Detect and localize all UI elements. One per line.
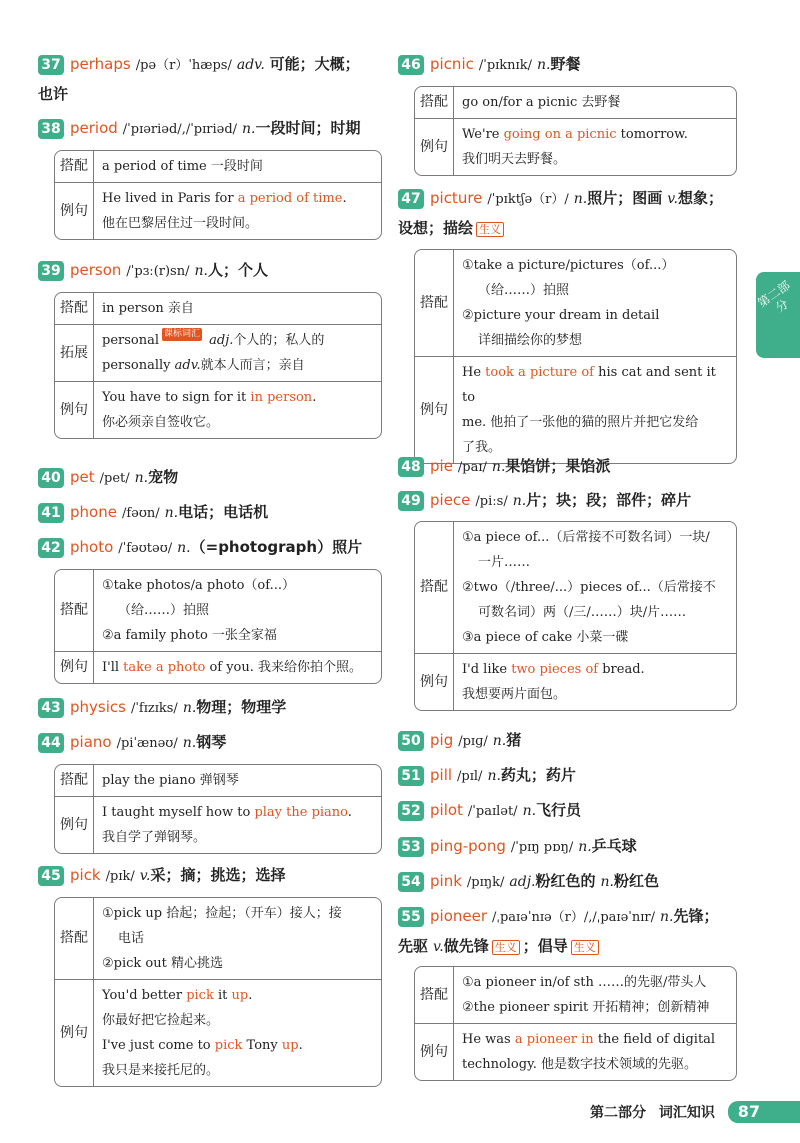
example-text: We're going on a picnic tomorrow. 我们明天去野餐。: [454, 118, 736, 175]
label-collocation: 搭配: [415, 250, 454, 356]
entry-pig: [398, 726, 743, 756]
entry-period: [38, 114, 382, 144]
headword: piece: [430, 491, 471, 509]
footer-section: 第二部分: [589, 1105, 646, 1121]
label-example: 例句: [415, 653, 454, 710]
phonetic: /paɪ/: [457, 460, 487, 475]
phonetic: /ˈpɪknɪk/: [478, 58, 532, 73]
entry-number: 45: [38, 866, 64, 886]
piano-usage-table: [54, 764, 382, 854]
definition: 乒乓球: [591, 837, 637, 855]
pick-usage-table: [54, 897, 382, 1087]
label-example: 例句: [55, 182, 94, 239]
definition: 物理；物理学: [196, 698, 287, 716]
headword: pie: [430, 457, 453, 475]
definition: 电话；电话机: [178, 503, 269, 521]
example-text: He took a picture of his cat and sent it to me. 他拍了一张他的猫的照片并把它发给 了我。: [454, 356, 736, 463]
phonetic: /pə（r）ˈhæps/: [135, 58, 232, 73]
part-of-speech: v.: [139, 868, 151, 884]
headword: period: [70, 119, 118, 137]
headword: pig: [430, 731, 454, 749]
label-collocation: 搭配: [415, 87, 454, 118]
pioneer-usage-table: [414, 966, 737, 1081]
part-of-speech: adj.: [509, 874, 536, 890]
entry-pick: [38, 861, 382, 891]
phonetic: /piˈænəʊ/: [116, 736, 178, 751]
part-of-speech: n.: [194, 263, 208, 279]
page-number: 87: [728, 1101, 800, 1123]
phonetic: /pɪl/: [457, 769, 483, 784]
label-example: 例句: [55, 651, 94, 683]
new-sense-badge: 生义: [571, 940, 599, 955]
headword: pill: [430, 766, 453, 784]
definition: 采；摘；挑选；选择: [150, 866, 286, 884]
photo-usage-table: [54, 569, 382, 684]
entry-person: [38, 256, 382, 286]
new-sense-badge: 生义: [492, 940, 520, 955]
label-collocation: 搭配: [55, 293, 94, 324]
entry-phone: [38, 498, 382, 528]
collocation-text: in person 亲自: [102, 301, 194, 316]
entry-number: 46: [398, 55, 424, 75]
entry-pill: [398, 761, 743, 791]
entry-number: 41: [38, 503, 64, 523]
label-example: 例句: [55, 796, 94, 853]
entry-perhaps: [38, 50, 382, 109]
definition: 药丸；药片: [500, 766, 576, 784]
entry-number: 49: [398, 491, 424, 511]
definition: 猪: [506, 731, 522, 749]
label-example: 例句: [415, 356, 454, 463]
entry-picture: 47 picture /ˈpɪktʃə（r）/ n.照片；图画 v.想象； 设想；描绘 生义: [398, 189, 723, 237]
entry-number: 52: [398, 801, 424, 821]
label-example: 例句: [55, 979, 94, 1086]
phonetic: /ˈfəʊtəʊ/: [118, 541, 173, 556]
example-text: He lived in Paris for a period of time. 他在巴黎居住过一段时间。: [94, 182, 381, 239]
headword: phone: [70, 503, 117, 521]
label-example: 例句: [415, 118, 454, 175]
part-of-speech: n.: [573, 191, 588, 207]
entry-number: 50: [398, 731, 424, 751]
part-of-speech: n.: [659, 909, 674, 925]
headword: physics: [70, 698, 126, 716]
label-collocation: 搭配: [415, 522, 454, 653]
collocation-text: a period of time 一段时间: [102, 159, 263, 174]
headword: pioneer: [430, 907, 487, 925]
entry-ping-pong: [398, 832, 743, 862]
phonetic: /ˈpɪktʃə（r）/: [487, 192, 569, 207]
person-usage-table: [54, 292, 382, 439]
part-of-speech: n.: [491, 459, 506, 475]
example-text: I taught myself how to play the piano. 我自学了弹钢琴。: [94, 796, 381, 853]
collocation-text: ①a pioneer in/of sth ……的先驱/带头人 ②the pioneer spirit 开拓精神；创新精神: [462, 975, 710, 1015]
definition: 人；个人: [207, 261, 268, 279]
example-text: I'll take a photo of you. 我来给你拍个照。: [94, 651, 381, 683]
phonetic: /pɪk/: [105, 869, 135, 884]
headword: pick: [70, 866, 101, 884]
headword: piano: [70, 733, 112, 751]
part-of-speech: n.: [177, 540, 191, 556]
example-text: You have to sign for it in person. 你必须亲自签收它。: [94, 381, 381, 438]
definition: 可能；大概；: [269, 55, 360, 73]
part-of-speech: n.: [487, 768, 501, 784]
label-collocation: 搭配: [55, 570, 94, 651]
definition-cont: 设想；描绘: [398, 219, 474, 237]
part-of-speech: n.: [512, 493, 527, 509]
definition: 果馅饼；果馅派: [505, 457, 611, 475]
picnic-usage-table: [414, 86, 737, 176]
entry-number: 47: [398, 189, 424, 209]
headword: picture: [430, 189, 483, 207]
entry-number: 42: [38, 538, 64, 558]
label-extension: 拓展: [55, 324, 94, 381]
definition: 一段时间；时期: [255, 119, 361, 137]
phonetic: /ˈpɜː(r)sn/: [126, 264, 190, 279]
collocation-text: ①take photos/a photo（of...） （给……）拍照 ②a family photo 一张全家福: [102, 578, 295, 643]
headword: perhaps: [70, 55, 131, 73]
entry-pioneer: 55 pioneer /ˌpaɪəˈnɪə（r）/,/ˌpaɪəˈnɪr/ n.先锋； 先驱 v.做先锋 生义 ；倡导 生义: [398, 907, 719, 955]
definition: 宠物: [148, 468, 179, 486]
part-of-speech: n.: [578, 839, 592, 855]
collocation-text: ①take a picture/pictures（of...） （给……）拍照 ②picture your dream in detail 详细描绘你的梦想: [462, 258, 675, 348]
headword: pilot: [430, 801, 463, 819]
example-text: You'd better pick it up. 你最好把它捡起来。 I've just come to pick Tony up. 我只是来接托尼的。: [94, 979, 381, 1086]
entry-number: 38: [38, 119, 64, 139]
collocation-text: ①a piece of...（后常接不可数名词）一块/ 一片…… ②two（/three/...）pieces of...（后常接不 可数名词）两（/三/……）块/片…… ③a piece of cake 小菜一碟: [462, 530, 716, 645]
label-example: 例句: [415, 1023, 454, 1080]
part-of-speech: n.: [182, 700, 197, 716]
definition: 片；块；段；部件；碎片: [526, 491, 692, 509]
definition: 野餐: [550, 55, 581, 73]
part-of-speech: n.: [492, 733, 507, 749]
phonetic: /ˈpɪŋ pɒŋ/: [510, 840, 574, 855]
part-of-speech: n.: [134, 470, 149, 486]
entry-pink: 54 pink /pɪŋk/ adj.粉红色的 n.粉红色: [398, 867, 743, 897]
label-collocation: 搭配: [55, 151, 94, 182]
headword: person: [70, 261, 122, 279]
definition: 照片；图画: [587, 189, 663, 207]
definition-cont: 也许: [38, 85, 69, 103]
entry-pie: [398, 452, 743, 482]
entry-photo: [38, 533, 382, 563]
label-collocation: 搭配: [55, 765, 94, 796]
definition: 粉红色的: [535, 872, 596, 890]
collocation-text: play the piano 弹钢琴: [102, 773, 239, 788]
collocation-text: ①pick up 拾起；捡起；（开车）接人；接 电话 ②pick out 精心挑选: [102, 906, 342, 971]
entry-picnic: [398, 50, 743, 80]
page-footer: [590, 1101, 800, 1123]
phonetic: /ˈpɪəriəd/,/ˈpɪriəd/: [122, 122, 238, 137]
label-collocation: 搭配: [55, 898, 94, 979]
part-of-speech: adv.: [236, 57, 265, 73]
definition: 钢琴: [196, 733, 227, 751]
piece-usage-table: [414, 521, 737, 711]
entry-number: 40: [38, 468, 64, 488]
entry-number: 37: [38, 55, 64, 75]
example-text: I'd like two pieces of bread. 我想要两片面包。: [454, 653, 736, 710]
phonetic: /piːs/: [475, 494, 508, 509]
definition: （=photograph）照片: [190, 538, 363, 556]
label-collocation: 搭配: [415, 967, 454, 1023]
headword: picnic: [430, 55, 474, 73]
phonetic: /fəʊn/: [121, 506, 160, 521]
phonetic: /pɪŋk/: [466, 875, 505, 890]
part-of-speech: n.: [164, 505, 179, 521]
entry-number: 51: [398, 766, 424, 786]
entry-number: 55: [398, 907, 424, 927]
collocation-text: go on/for a picnic 去野餐: [462, 95, 621, 110]
headword: pink: [430, 872, 462, 890]
section-side-tab: [756, 272, 800, 358]
entry-number: 39: [38, 261, 64, 281]
entry-number: 53: [398, 837, 424, 857]
phonetic: /ˌpaɪəˈnɪə（r）/,/ˌpaɪəˈnɪr/: [492, 910, 655, 925]
part-of-speech: n.: [182, 735, 197, 751]
headword: ping-pong: [430, 837, 506, 855]
phonetic: /ˈfɪzɪks/: [130, 701, 178, 716]
entry-number: 44: [38, 733, 64, 753]
phonetic: /pet/: [99, 471, 130, 486]
example-text: He was a pioneer in the field of digital technology. 他是数字技术领域的先驱。: [454, 1023, 736, 1080]
entry-number: 54: [398, 872, 424, 892]
period-usage-table: [54, 150, 382, 240]
picture-usage-table: [414, 249, 737, 464]
entry-number: 48: [398, 457, 424, 477]
part-of-speech: n.: [242, 121, 256, 137]
phonetic: /pɪɡ/: [458, 734, 488, 749]
entry-pet: [38, 463, 382, 493]
headword: photo: [70, 538, 114, 556]
definition: 飞行员: [536, 801, 582, 819]
syllabus-badge: 课标词汇: [164, 329, 201, 339]
entry-physics: [38, 693, 382, 723]
entry-piece: [398, 486, 743, 516]
entry-piano: [38, 728, 382, 758]
entry-pilot: [398, 796, 743, 826]
side-tab-label: 第二部分: [755, 278, 793, 315]
part-of-speech: n.: [536, 57, 551, 73]
extension-text: personal 课标词汇 adj.个人的；私人的 personally adv.就本人而言；亲自: [94, 324, 381, 381]
definition: 先锋；: [673, 907, 719, 925]
part-of-speech: n.: [522, 803, 537, 819]
headword: pet: [70, 468, 95, 486]
new-sense-badge: 生义: [476, 222, 504, 237]
label-example: 例句: [55, 381, 94, 438]
phonetic: /ˈpaɪlət/: [467, 804, 518, 819]
entry-number: 43: [38, 698, 64, 718]
footer-title: 词汇知识: [658, 1105, 715, 1121]
